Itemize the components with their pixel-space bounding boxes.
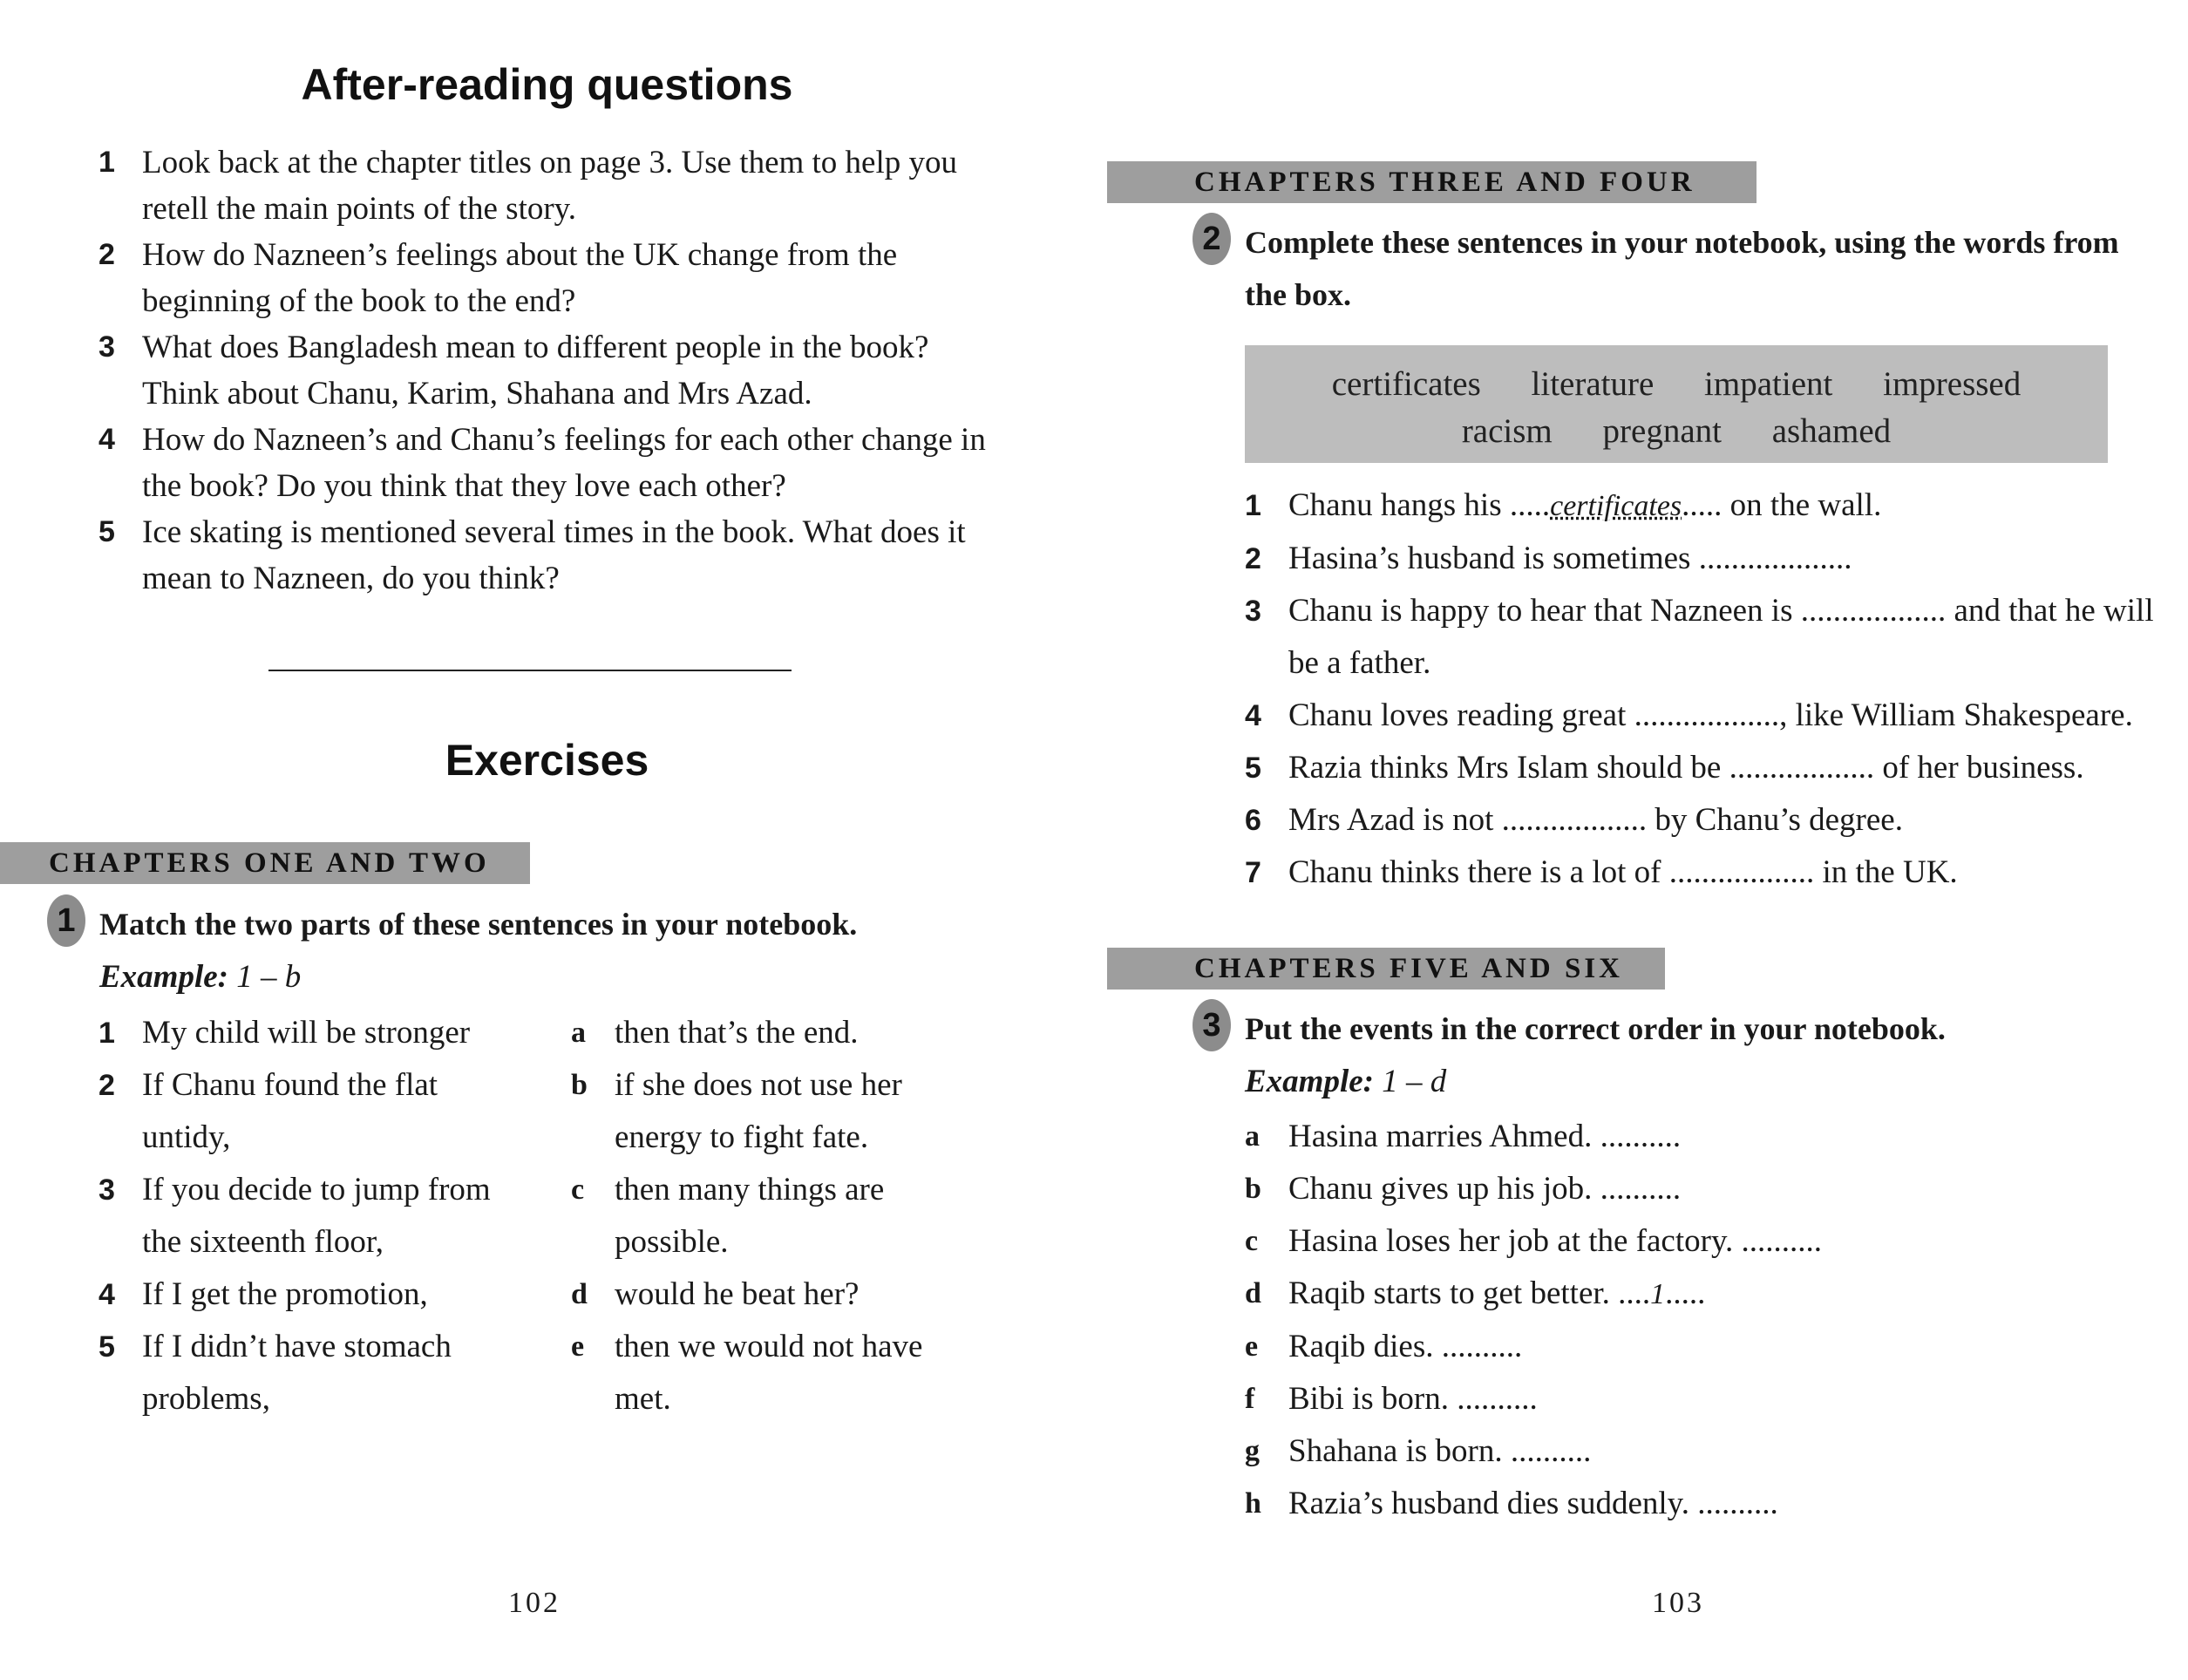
item-text-after: and that he will be a father. (1288, 593, 2154, 681)
match-letter: c (571, 1173, 585, 1206)
item-text-before: Mrs Azad is not (1288, 802, 1494, 838)
event-order-items (1245, 1111, 2117, 1530)
example-label: Example: (1245, 1064, 1374, 1099)
question-item (99, 417, 988, 509)
event-letter: f (1245, 1383, 1255, 1415)
match-number: 1 (99, 1017, 115, 1050)
question-number: 2 (99, 238, 115, 271)
right-page (1094, 0, 2188, 1680)
match-text: My child will be stronger (142, 1015, 471, 1051)
event-item (1245, 1478, 2117, 1530)
word-box-word: impatient (1704, 365, 1833, 403)
word-box-word: racism (1461, 412, 1553, 450)
event-item (1245, 1215, 2117, 1268)
chapter-band-five-six: CHAPTERS FIVE AND SIX (1107, 948, 1665, 990)
word-box-word: pregnant (1602, 412, 1722, 450)
item-text-after: of her business. (1882, 750, 2084, 786)
item-text-after: in the UK. (1822, 854, 1958, 890)
match-left-column (99, 1007, 508, 1425)
item-text-before: Chanu hangs his (1288, 487, 1502, 523)
event-text: Hasina loses her job at the factory. (1288, 1223, 1734, 1259)
answer-blank: .......... (1741, 1223, 1823, 1259)
item-text-before: Chanu loves reading great (1288, 697, 1627, 733)
item-number: 4 (1245, 699, 1261, 732)
example-label: Example: (99, 959, 228, 995)
match-text: then we would not have met. (615, 1329, 923, 1417)
event-letter: h (1245, 1487, 1261, 1520)
completion-item (1245, 585, 2169, 690)
event-letter: g (1245, 1435, 1260, 1467)
example-value: 1 – b (236, 959, 302, 995)
word-box-word: impressed (1883, 365, 2022, 403)
match-text: If I get the promotion, (142, 1276, 428, 1312)
after-reading-heading: After-reading questions (301, 60, 793, 109)
match-letter: b (571, 1069, 588, 1101)
answer-blank: .......... (1600, 1119, 1682, 1154)
event-item (1245, 1268, 2117, 1321)
word-box-row (1245, 361, 2108, 408)
match-text: If Chanu found the flat untidy, (142, 1067, 438, 1155)
completion-item (1245, 847, 2169, 899)
item-number: 5 (1245, 752, 1261, 785)
answer-blank: .................. (1729, 750, 1875, 786)
answer-blank: .................. (1501, 802, 1648, 838)
completion-item (1245, 690, 2169, 742)
example-line (1245, 1058, 1446, 1105)
item-number: 3 (1245, 595, 1261, 628)
match-text: if she does not use her energy to fight fate. (615, 1067, 902, 1155)
match-number: 2 (99, 1069, 115, 1102)
question-text: How do Nazneen’s and Chanu’s feelings for each other change in the book? Do you think that they love each other? (142, 422, 986, 504)
completion-item (1245, 480, 2169, 533)
page-number-left: 102 (508, 1587, 561, 1619)
answer-blank: .................. (1698, 541, 1845, 576)
example-line (99, 954, 301, 1000)
event-text: Razia’s husband dies suddenly. (1288, 1486, 1690, 1521)
match-letter: a (571, 1017, 586, 1049)
event-letter: b (1245, 1173, 1261, 1205)
item-text-before: Chanu thinks there is a lot of (1288, 854, 1661, 890)
event-text: Chanu gives up his job. (1288, 1171, 1593, 1207)
item-number: 2 (1245, 542, 1261, 575)
word-box-word: certificates (1331, 365, 1481, 403)
match-text: then many things are possible. (615, 1172, 885, 1260)
item-text-after: by Chanu’s degree. (1655, 802, 1903, 838)
match-item (571, 1059, 946, 1164)
word-box-word: literature (1531, 365, 1655, 403)
question-text: Look back at the chapter titles on page 3. Use them to help you retell the main points of the story. (142, 145, 958, 227)
question-item (99, 509, 988, 602)
event-letter: e (1245, 1330, 1259, 1363)
match-number: 3 (99, 1173, 115, 1207)
item-text-before: Razia thinks Mrs Islam should be (1288, 750, 1722, 786)
answer-blank: .....certificates..... (1509, 487, 1723, 523)
question-text: Ice skating is mentioned several times in the book. What does it mean to Nazneen, do you think? (142, 514, 966, 596)
chapter-band-three-four: CHAPTERS THREE AND FOUR (1107, 161, 1757, 203)
answer-blank: .......... (1441, 1329, 1523, 1364)
event-text: Raqib dies. (1288, 1329, 1434, 1364)
answer-blank: .................. (1634, 697, 1780, 733)
item-text-after: , like William Shakespeare. (1779, 697, 2133, 733)
completion-item (1245, 742, 2169, 794)
match-text: If you decide to jump from the sixteenth floor, (142, 1172, 491, 1260)
event-letter: a (1245, 1120, 1260, 1153)
filled-answer: 1 (1650, 1278, 1666, 1310)
item-number: 1 (1245, 489, 1261, 522)
match-item (99, 1007, 508, 1059)
question-text: What does Bangladesh mean to different people in the book? Think about Chanu, Karim, Shahana and Mrs Azad. (142, 330, 929, 411)
answer-blank: .......... (1510, 1433, 1592, 1469)
event-item (1245, 1373, 2117, 1425)
word-box-row (1245, 408, 2108, 455)
completion-items (1245, 480, 2169, 899)
exercises-heading: Exercises (445, 736, 649, 785)
match-right-column (571, 1007, 946, 1425)
event-letter: d (1245, 1277, 1261, 1309)
question-item (99, 139, 988, 232)
question-number: 4 (99, 423, 115, 456)
question-number: 3 (99, 330, 115, 364)
exercise-badge: 1 (47, 894, 85, 947)
match-item (99, 1059, 508, 1164)
match-item (571, 1164, 946, 1269)
exercise-instruction: Match the two parts of these sentences in your notebook. (99, 907, 858, 942)
match-item (99, 1321, 508, 1425)
exercise-instruction: Put the events in the correct order in your notebook. (1245, 1011, 1946, 1046)
match-text: If I didn’t have stomach problems, (142, 1329, 452, 1417)
match-item (571, 1007, 946, 1059)
item-number: 6 (1245, 804, 1261, 837)
exercise-badge: 2 (1193, 213, 1231, 265)
completion-item (1245, 533, 2169, 585)
match-letter: e (571, 1330, 585, 1363)
answer-blank: .................. (1668, 854, 1815, 890)
event-letter: c (1245, 1225, 1259, 1257)
event-item (1245, 1163, 2117, 1215)
match-number: 4 (99, 1278, 115, 1311)
question-item (99, 324, 988, 417)
match-item (571, 1321, 946, 1425)
item-number: 7 (1245, 856, 1261, 889)
event-text: Bibi is born. (1288, 1381, 1449, 1417)
event-item (1245, 1321, 2117, 1373)
item-text-before: Hasina’s husband is sometimes (1288, 541, 1691, 576)
answer-blank: .......... (1600, 1171, 1682, 1207)
word-box-word: ashamed (1771, 412, 1892, 450)
after-reading-questions (99, 139, 988, 602)
exercise-instruction: Complete these sentences in your notebook, using the words from the box. (1245, 225, 2119, 312)
page-number-right: 103 (1652, 1587, 1704, 1619)
match-item (571, 1269, 946, 1321)
event-text: Hasina marries Ahmed. (1288, 1119, 1593, 1154)
match-letter: d (571, 1278, 588, 1310)
match-item (99, 1164, 508, 1269)
item-text-after: . (1844, 541, 1852, 576)
event-item (1245, 1425, 2117, 1478)
question-number: 5 (99, 515, 115, 548)
completion-item (1245, 794, 2169, 847)
item-text-before: Chanu is happy to hear that Nazneen is (1288, 593, 1793, 629)
match-text: then that’s the end. (615, 1015, 859, 1051)
question-item (99, 232, 988, 324)
answer-blank: ....1..... (1618, 1275, 1706, 1311)
filled-answer: certificates (1550, 490, 1682, 522)
event-item (1245, 1111, 2117, 1163)
item-text-after: on the wall. (1729, 487, 1882, 523)
match-item (99, 1269, 508, 1321)
match-text: would he beat her? (615, 1276, 860, 1312)
match-number: 5 (99, 1330, 115, 1364)
event-text: Shahana is born. (1288, 1433, 1503, 1469)
section-divider (268, 670, 792, 671)
example-value: 1 – d (1382, 1064, 1447, 1099)
question-number: 1 (99, 146, 115, 179)
answer-blank: .................. (1800, 593, 1947, 629)
question-text: How do Nazneen’s feelings about the UK change from the beginning of the book to the end? (142, 237, 898, 319)
exercise-badge: 3 (1193, 999, 1231, 1051)
answer-blank: .......... (1697, 1486, 1778, 1521)
event-text: Raqib starts to get better. (1288, 1275, 1610, 1311)
chapter-band-one-two: CHAPTERS ONE AND TWO (0, 842, 530, 884)
word-box (1245, 345, 2108, 463)
answer-blank: .......... (1457, 1381, 1538, 1417)
